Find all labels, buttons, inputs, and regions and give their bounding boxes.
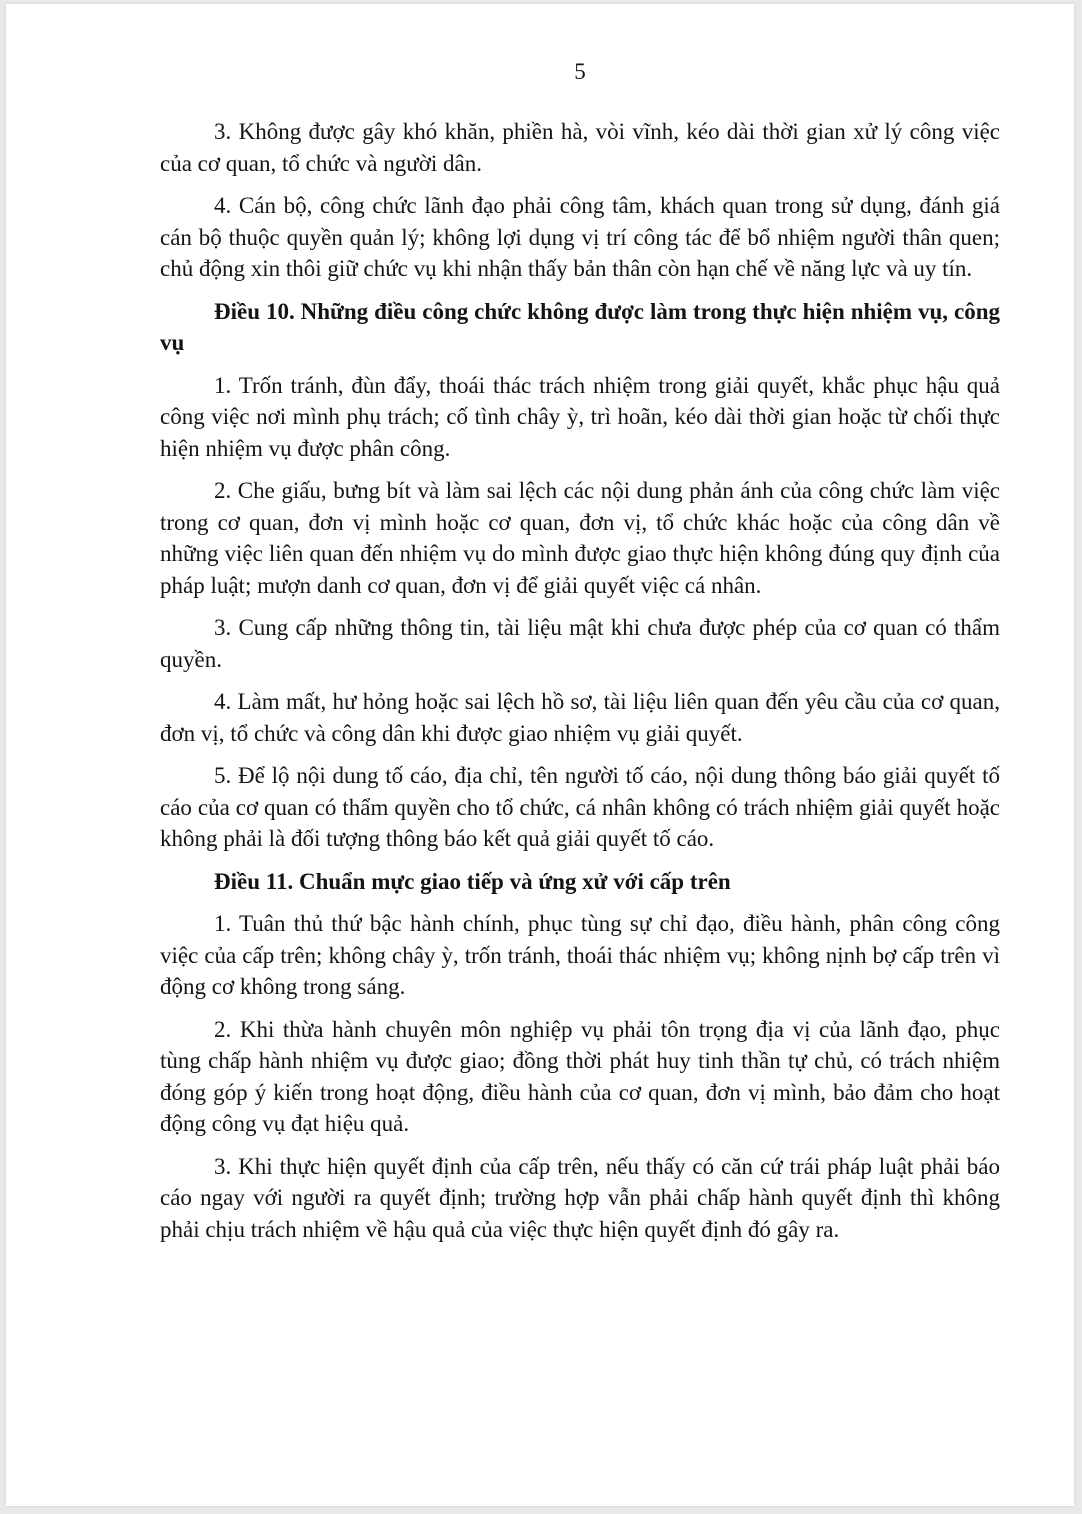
document-page (6, 4, 1074, 1506)
article-10-heading: Điều 10. Những điều công chức không được làm trong thực hiện nhiệm vụ, công vụ (160, 298, 1000, 355)
article-10-clause-3: 3. Cung cấp những thông tin, tài liệu mật khi chưa được phép của cơ quan có thẩm quyền. (160, 615, 1000, 672)
article-11-clause-1: 1. Tuân thủ thứ bậc hành chính, phục tùng sự chỉ đạo, điều hành, phân công công việc của cấp trên; không chây ỳ, trốn tránh, thoái thác nhiệm vụ; không nịnh bợ cấp trên vì động cơ không trong sáng. (160, 911, 1000, 999)
article-10-clause-2: 2. Che giấu, bưng bít và làm sai lệch các nội dung phản ánh của công chức làm việc trong cơ quan, đơn vị mình hoặc cơ quan, đơn vị, tổ chức khác hoặc của công dân về những việc liên quan đến nhiệm vụ do mình được giao thực hiện không đúng quy định của pháp luật; mượn danh cơ quan, đơn vị để giải quyết việc cá nhân. (160, 478, 1000, 598)
document-body (160, 116, 1000, 1256)
article-10-clause-1: 1. Trốn tránh, đùn đẩy, thoái thác trách nhiệm trong giải quyết, khắc phục hậu quả công việc nơi mình phụ trách; cố tình chây ỳ, trì hoãn, kéo dài thời gian hoặc từ chối thực hiện nhiệm vụ được phân công. (160, 372, 1000, 461)
article-11-heading: Điều 11. Chuẩn mực giao tiếp và ứng xử với cấp trên (214, 868, 731, 894)
article-11-clause-2: 2. Khi thừa hành chuyên môn nghiệp vụ phải tôn trọng địa vị của lãnh đạo, phục tùng chấp hành nhiệm vụ được giao; đồng thời phát huy tinh thần tự chủ, có trách nhiệm đóng góp ý kiến trong hoạt động, điều hành của cơ quan, đơn vị mình, bảo đảm cho hoạt động công vụ đạt hiệu quả. (160, 1016, 1000, 1136)
paragraph-item-4: 4. Cán bộ, công chức lãnh đạo phải công tâm, khách quan trong sử dụng, đánh giá cán bộ thuộc quyền quản lý; không lợi dụng vị trí công tác để bổ nhiệm người thân quen; chủ động xin thôi giữ chức vụ khi nhận thấy bản thân còn hạn chế về năng lực và uy tín. (160, 193, 1000, 281)
article-10-clause-4: 4. Làm mất, hư hỏng hoặc sai lệch hồ sơ, tài liệu liên quan đến yêu cầu của cơ quan, đơn vị, tổ chức và công dân khi được giao nhiệm vụ giải quyết. (160, 689, 1000, 746)
page-number: 5 (574, 59, 586, 84)
article-11-clause-3: 3. Khi thực hiện quyết định của cấp trên, nếu thấy có căn cứ trái pháp luật phải báo cáo ngay với người ra quyết định; trường hợp vẫn phải chấp hành quyết định thì không phải chịu trách nhiệm về hậu quả của việc thực hiện quyết định đó gây ra. (160, 1153, 1000, 1242)
paragraph-item-3: 3. Không được gây khó khăn, phiền hà, vòi vĩnh, kéo dài thời gian xử lý công việc của cơ quan, tổ chức và người dân. (160, 119, 1000, 176)
article-10-clause-5: 5. Để lộ nội dung tố cáo, địa chỉ, tên người tố cáo, nội dung thông báo giải quyết tố cáo của cơ quan có thẩm quyền cho tổ chức, cá nhân không có trách nhiệm giải quyết hoặc không phải là đối tượng thông báo kết quả giải quyết tố cáo. (160, 763, 1000, 851)
